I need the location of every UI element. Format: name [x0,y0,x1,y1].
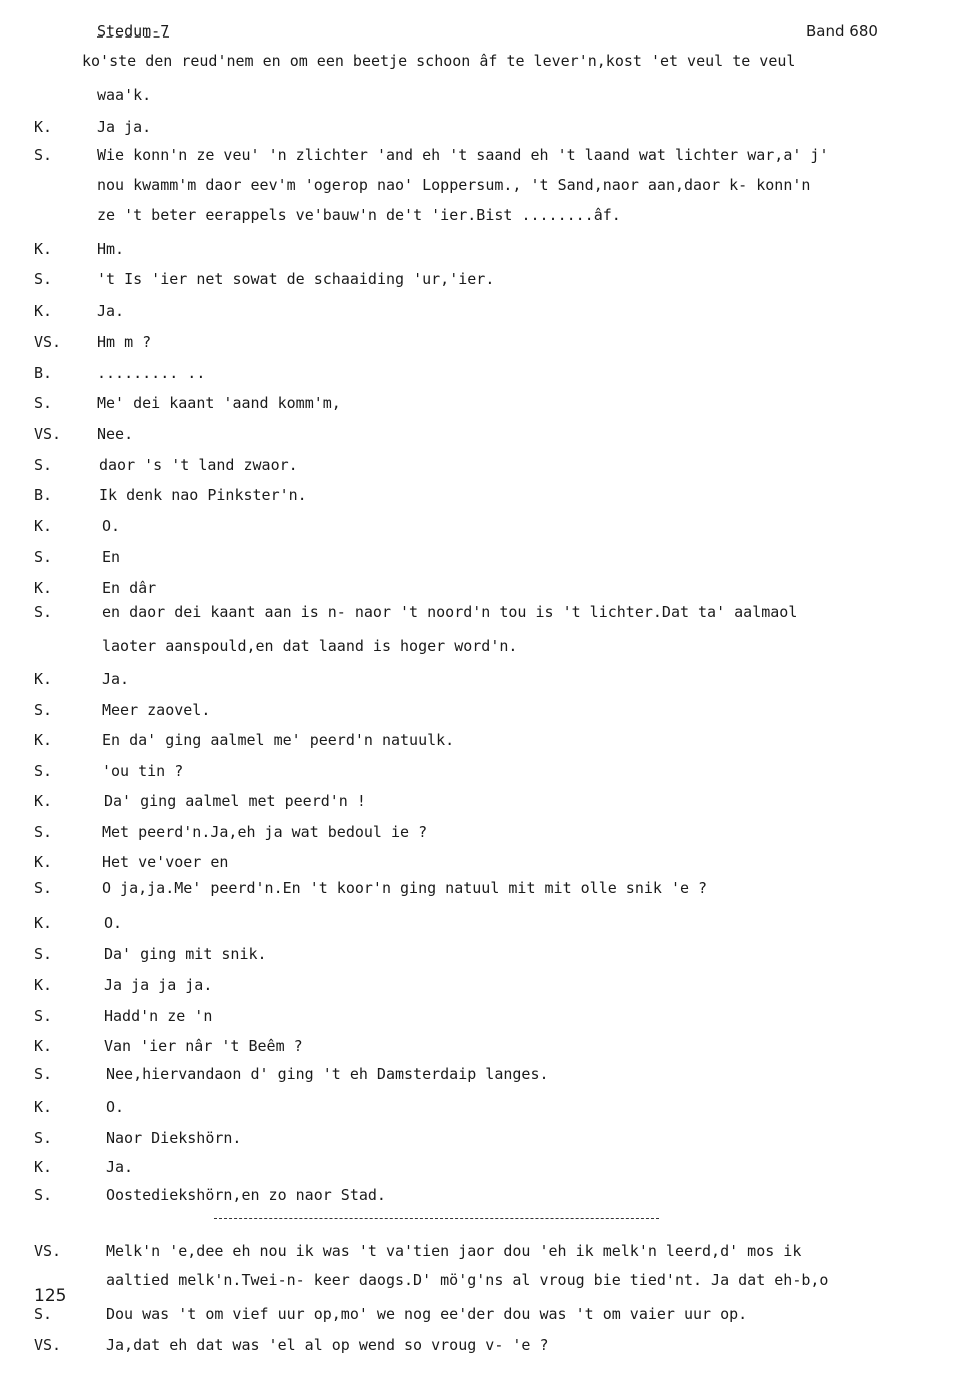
speaker-label: K. [34,792,53,810]
speaker-label: B. [34,364,53,382]
utterance-text: En dâr [102,579,157,597]
utterance-text: ko'ste den reud'nem en om een beetje schoon âf te lever'n,kost 'et veul te veul [82,52,796,70]
header-band: Band 680 [806,22,878,40]
speaker-label: S. [34,146,53,164]
speaker-label: K. [34,1098,53,1116]
section-divider [214,1218,659,1219]
speaker-label: K. [34,579,53,597]
speaker-label: K. [34,853,53,871]
speaker-label: VS. [34,1336,62,1354]
utterance-text: nou kwamm'm daor eev'm 'ogerop nao' Loppersum., 't Sand,naor aan,daor k- konn'n [97,176,811,194]
utterance-text: ......... .. [97,364,206,382]
utterance-text: Ja. [102,670,130,688]
utterance-text: Dou was 't om vief uur op,mo' we nog ee'der dou was 't om vaier uur op. [106,1305,748,1323]
utterance-text: 'ou tin ? [102,762,184,780]
speaker-label: S. [34,823,53,841]
utterance-text: waa'k. [97,86,152,104]
utterance-text: En [102,548,121,566]
speaker-label: S. [34,945,53,963]
utterance-text: ze 't beter eerappels ve'bauw'n de't 'ier.Bist ........âf. [97,206,621,224]
speaker-label: VS. [34,333,62,351]
speaker-label: S. [34,1186,53,1204]
speaker-label: S. [34,879,53,897]
utterance-text: Hadd'n ze 'n [104,1007,213,1025]
utterance-text: Ja,dat eh dat was 'el al op wend so vroug v- 'e ? [106,1336,549,1354]
speaker-label: S. [34,394,53,412]
utterance-text: Nee. [97,425,134,443]
utterance-text: Ja. [106,1158,134,1176]
speaker-label: K. [34,731,53,749]
speaker-label: S. [34,1007,53,1025]
speaker-label: S. [34,701,53,719]
speaker-label: S. [34,1065,53,1083]
speaker-label: S. [34,270,53,288]
speaker-label: VS. [34,425,62,443]
speaker-label: K. [34,118,53,136]
utterance-text: laoter aanspould,en dat laand is hoger word'n. [102,637,518,655]
speaker-label: K. [34,914,53,932]
utterance-text: aaltied melk'n.Twei-n- keer daogs.D' mö'g'ns al vroug bie tied'nt. Ja dat eh-b,o [106,1271,829,1289]
utterance-text: Van 'ier nâr 't Beêm ? [104,1037,303,1055]
speaker-label: S. [34,603,53,621]
utterance-text: O ja,ja.Me' peerd'n.En 't koor'n ging natuul mit mit olle snik 'e ? [102,879,708,897]
utterance-text: O. [104,914,123,932]
utterance-text: En da' ging aalmel me' peerd'n natuulk. [102,731,455,749]
utterance-text: Me' dei kaant 'aand komm'm, [97,394,341,412]
utterance-text: daor 's 't land zwaor. [99,456,298,474]
speaker-label: K. [34,517,53,535]
utterance-text: Da' ging mit snik. [104,945,267,963]
speaker-label: VS. [34,1242,62,1260]
utterance-text: Naor Diekshörn. [106,1129,242,1147]
speaker-label: S. [34,762,53,780]
speaker-label: K. [34,302,53,320]
page-number: 125 [34,1286,67,1306]
utterance-text: Hm m ? [97,333,152,351]
utterance-text: Wie konn'n ze veu' 'n zlichter 'and eh 't saand eh 't laand wat lichter war,a' j' [97,146,829,164]
utterance-text: en daor dei kaant aan is n- naor 't noord'n tou is 't lichter.Dat ta' aalmaol [102,603,798,621]
utterance-text: Da' ging aalmel met peerd'n ! [104,792,366,810]
utterance-text: Met peerd'n.Ja,eh ja wat bedoul ie ? [102,823,428,841]
utterance-text: O. [106,1098,125,1116]
speaker-label: K. [34,976,53,994]
utterance-text: Ik denk nao Pinkster'n. [99,486,307,504]
utterance-text: Ja ja. [97,118,152,136]
speaker-label: B. [34,486,53,504]
utterance-text: O. [102,517,121,535]
speaker-label: K. [34,1037,53,1055]
speaker-label: S. [34,456,53,474]
utterance-text: Het ve'voer en [102,853,229,871]
speaker-label: K. [34,1158,53,1176]
utterance-text: Nee,hiervandaon d' ging 't eh Damsterdaip langes. [106,1065,549,1083]
utterance-text: Ja ja ja ja. [104,976,213,994]
utterance-text: Oostediekshörn,en zo naor Stad. [106,1186,386,1204]
utterance-text: Meer zaovel. [102,701,211,719]
speaker-label: K. [34,670,53,688]
speaker-label: S. [34,1305,53,1323]
header-title: Stedum-7 [97,22,170,40]
speaker-label: S. [34,1129,53,1147]
utterance-text: Hm. [97,240,125,258]
utterance-text: 't Is 'ier net sowat de schaaiding 'ur,'ier. [97,270,495,288]
speaker-label: S. [34,548,53,566]
utterance-text: Ja. [97,302,125,320]
speaker-label: K. [34,240,53,258]
utterance-text: Melk'n 'e,dee eh nou ik was 't va'tien jaor dou 'eh ik melk'n leerd,d' mos ik [106,1242,802,1260]
